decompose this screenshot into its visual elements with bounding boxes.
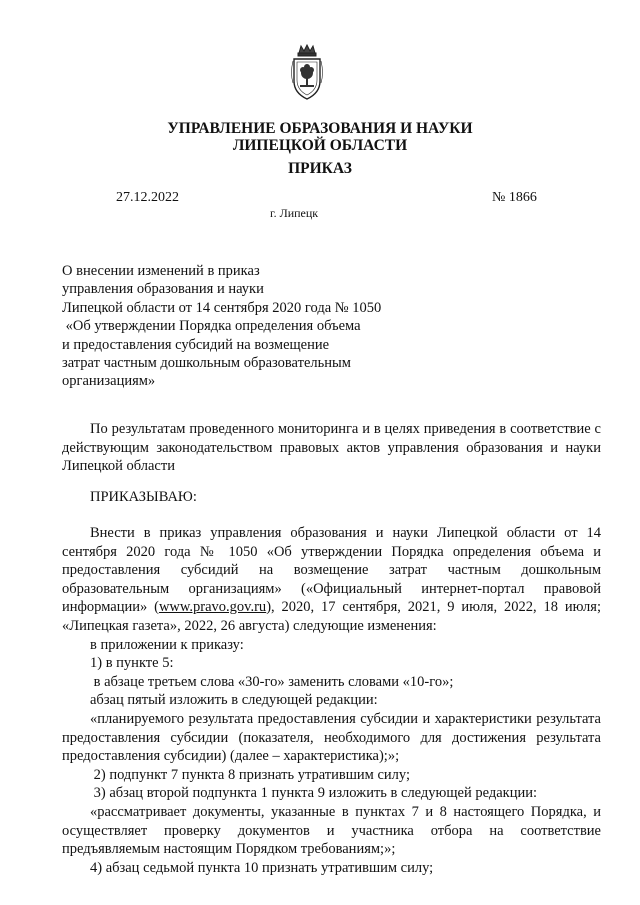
document-city: г. Липецк — [270, 206, 319, 220]
subject-line: и предоставления субсидий на возмещение — [62, 336, 330, 353]
order-body — [62, 524, 601, 877]
document-number: № 1866 — [492, 190, 537, 205]
organization-name-line2: ЛИПЕЦКОЙ ОБЛАСТИ — [232, 137, 408, 154]
coat-of-arms-emblem — [289, 43, 325, 103]
intro-text: Внести в приказ управления образования и науки Липецкой области от 14 сентября 2020 года № 1050 «Об утверждении Порядка определения объема и предоставления субсидий на возмещение затрат частным дошкольным образовательным организациям» («Официальный интернет-портал правовой информации» ( — [62, 525, 601, 616]
list-item: «планируемого результата предоставления субсидии и характеристики результата предоставления субсидии (показателя, необходимого для достижения результата предоставления субсидии) (далее – характеристика);»; — [62, 710, 601, 765]
list-item: «рассматривает документы, указанные в пунктах 7 и 8 настоящего Порядка, и осуществляет проверку документов и участника отбора на соответствие предъявляемым настоящим Порядком требованиям;»; — [62, 803, 601, 858]
list-item: в абзаце третьем слова «30-го» заменить словами «10-го»; — [90, 673, 454, 690]
subject-line: О внесении изменений в приказ — [62, 263, 260, 279]
preamble-paragraph: По результатам проведенного мониторинга и в целях приведения в соответствие с действующим законодательством правовых актов управления образования и науки Липецкой области — [62, 421, 601, 475]
document-type-title: ПРИКАЗ — [288, 160, 352, 177]
pravo-link[interactable]: www.pravo.gov.ru — [158, 599, 267, 616]
list-item: 1) в пункте 5: — [90, 655, 174, 672]
subject-line: затрат частным дошкольным образовательным — [62, 355, 351, 372]
intro-text-continued: ), 2020, 17 сентября, 2021, 9 июля, 2022, 18 июля; «Липецкая газета», 2022, 26 августа) следующие изменения: — [62, 599, 601, 634]
order-word: ПРИКАЗЫВАЮ: — [90, 489, 197, 505]
subject-line: организациям» — [62, 373, 156, 390]
intro-paragraph — [62, 524, 601, 636]
list-item: в приложении к приказу: — [90, 636, 244, 653]
list-item: 2) подпункт 7 пункта 8 признать утратившим силу; — [90, 766, 410, 783]
list-item: 4) абзац седьмой пункта 10 признать утратившим силу; — [90, 859, 434, 876]
subject-line: «Об утверждении Порядка определения объема — [62, 318, 361, 335]
subject-line: Липецкой области от 14 сентября 2020 года № 1050 — [62, 299, 382, 316]
document-subject — [62, 262, 381, 391]
list-item: 3) абзац второй подпункта 1 пункта 9 изложить в следующей редакции: — [90, 785, 538, 802]
list-item: абзац пятый изложить в следующей редакции: — [90, 692, 378, 709]
subject-line: управления образования и науки — [62, 281, 264, 298]
organization-name-line1: УПРАВЛЕНИЕ ОБРАЗОВАНИЯ И НАУКИ — [167, 120, 473, 137]
document-date: 27.12.2022 — [116, 190, 179, 205]
